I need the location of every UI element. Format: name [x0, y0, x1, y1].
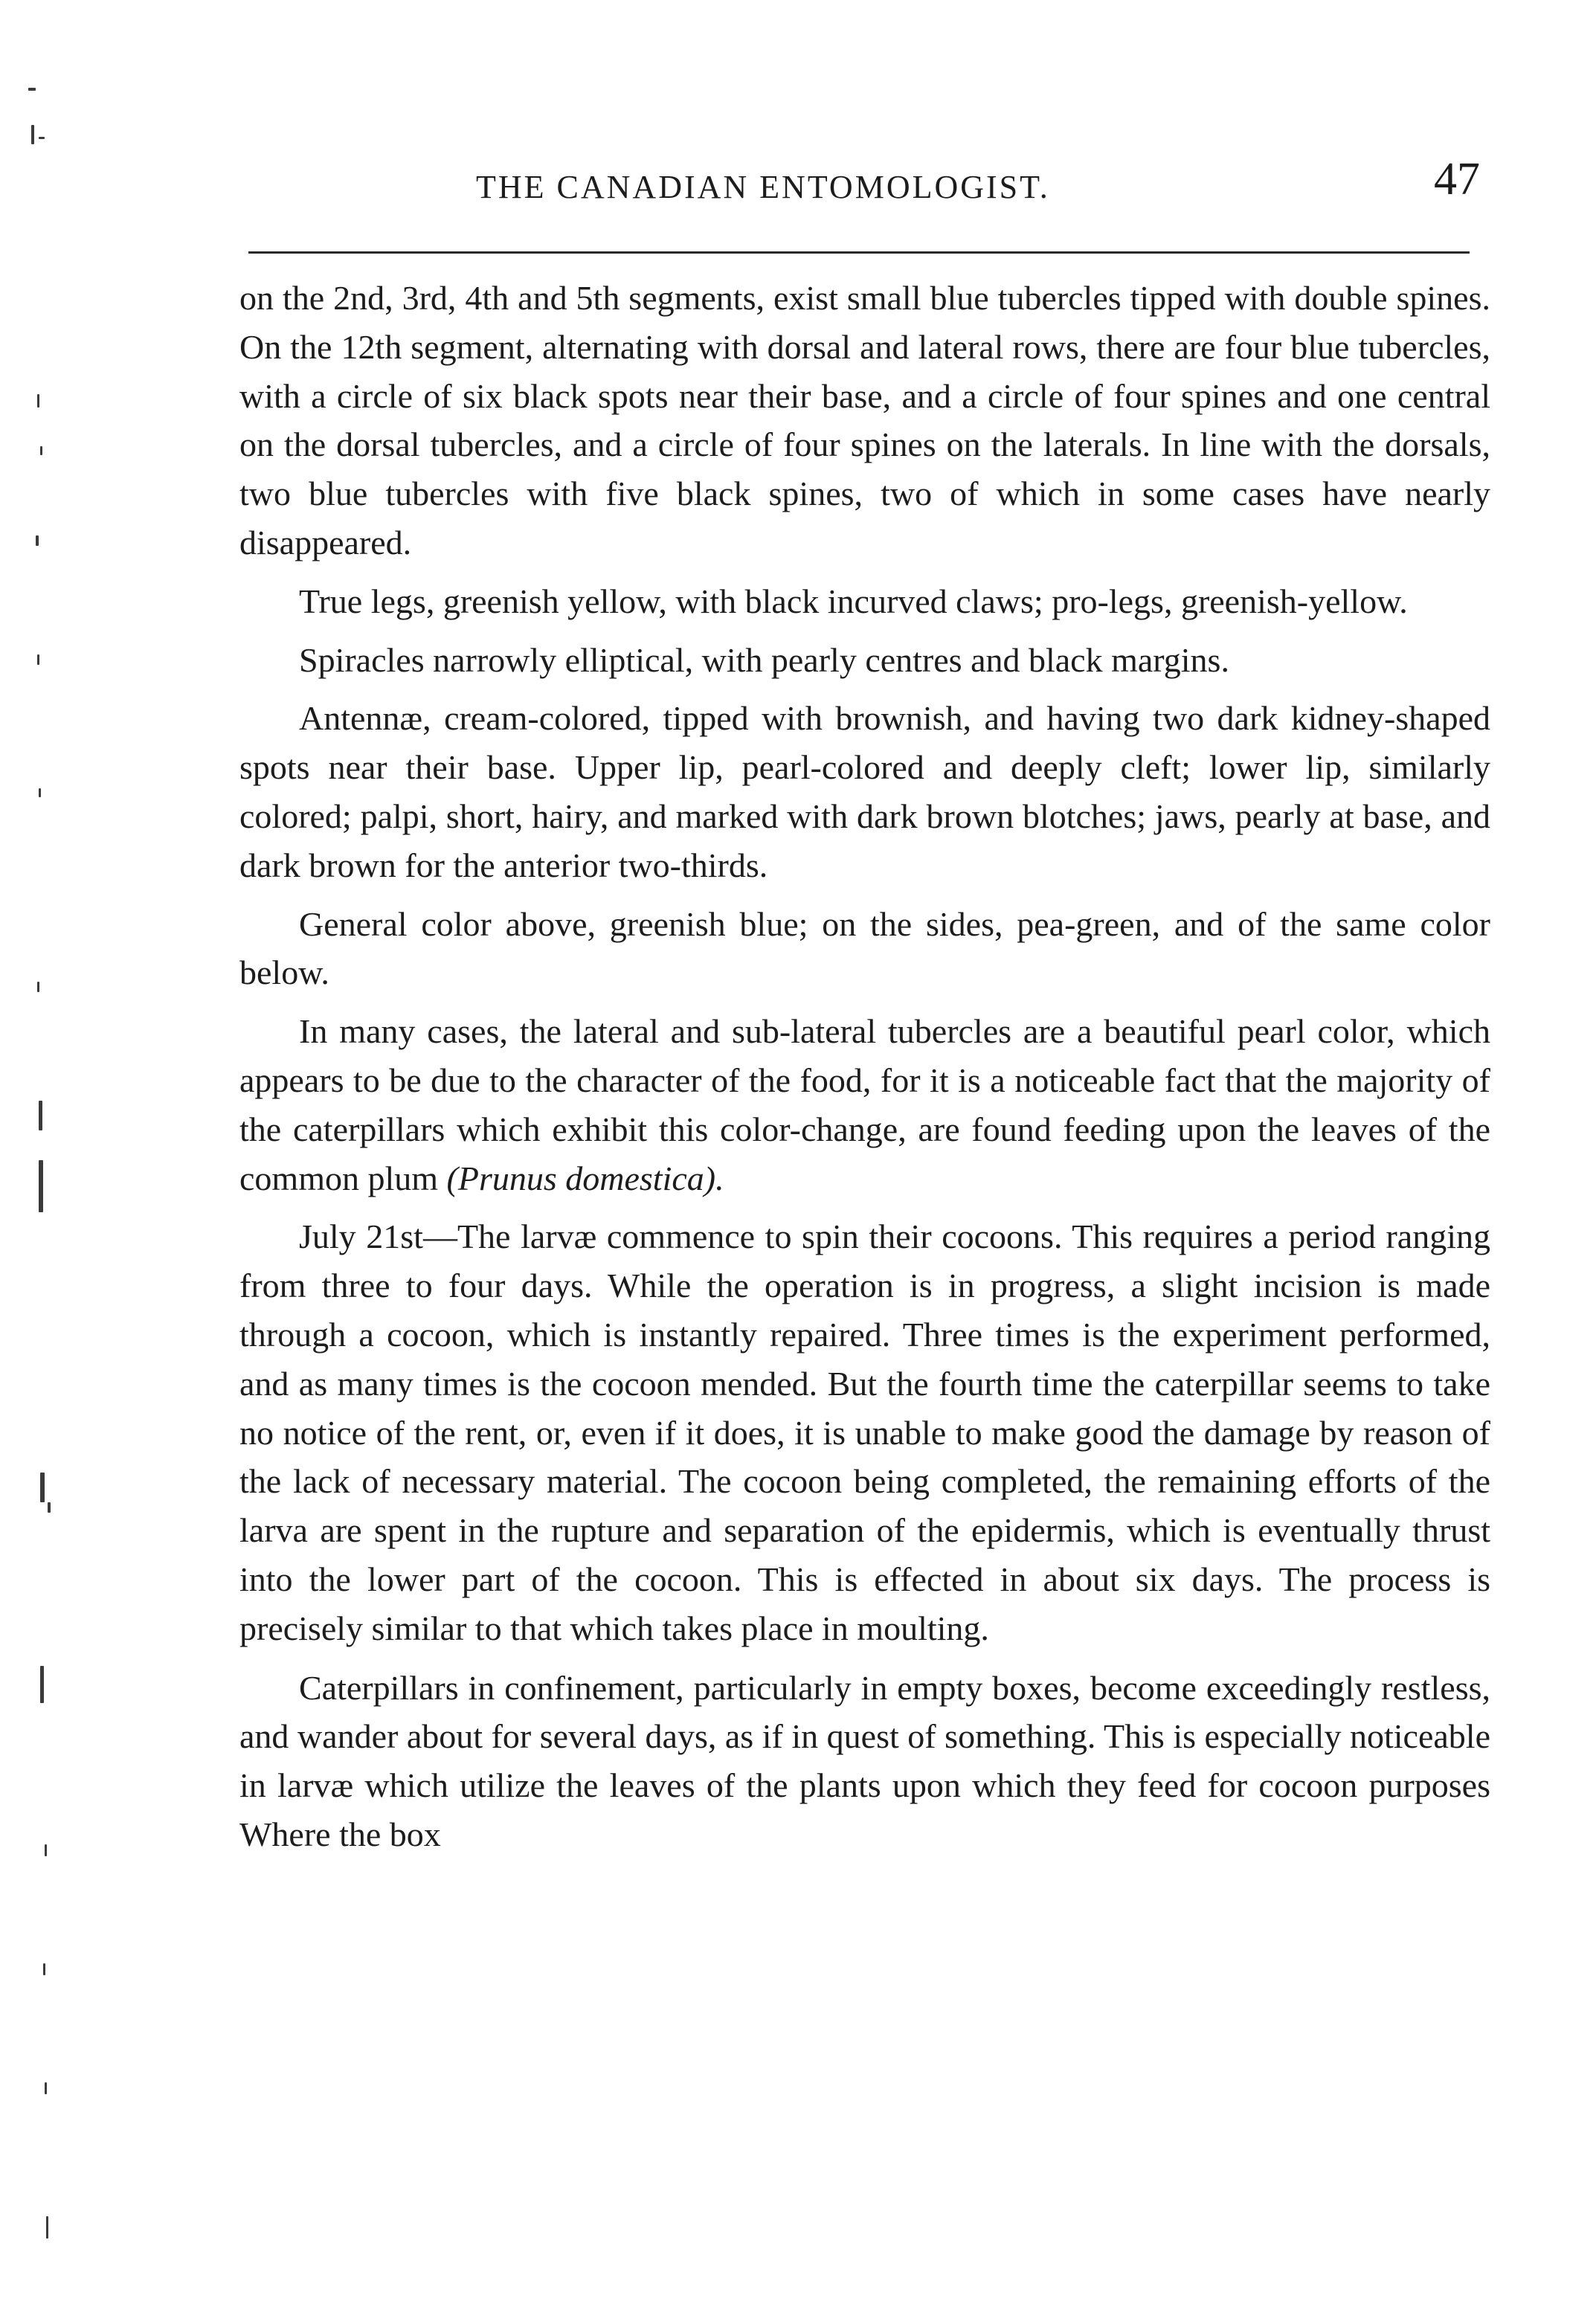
paragraph-spiracles: Spiracles narrowly elliptical, with pearly centres and black margins. [299, 640, 1229, 679]
running-head: THE CANADIAN ENTOMOLOGIST. [476, 169, 1050, 205]
paragraph-legs: True legs, greenish yellow, with black incurved claws; pro-legs, greenish-yellow. [299, 582, 1408, 620]
paragraph-cocoon-spinning: July 21st—The larvæ commence to spin their cocoons. This requires a period ranging from three to four days. While the operation is in progress, a slight incision is made through a cocoon, which is instantly repaired. Three times is the experiment performed, and as many times is the cocoon mended. But the fourth time the caterpillar seems to take no notice of the rent, or, even if it does, it is unable to make good the damage by reason of the lack of necessary material. The cocoon being completed, the remaining efforts of the larva are spent in the rupture and separation of the epidermis, which is eventually thrust into the lower part of the cocoon. This is effected in about six days. The process is precisely similar to that which takes place in moulting. [239, 1217, 1490, 1647]
page-number: 47 [1434, 154, 1480, 205]
page-header [238, 146, 1487, 235]
scan-margin-specks [22, 74, 74, 2291]
paragraph-confinement: Caterpillars in confinement, particularly in empty boxes, become exceedingly restless, and wander about for several days, as if in quest of something. This is especially noticeable in larvæ which utilize the leaves of the plants upon which they feed for cocoon purposes Where the box [239, 1668, 1490, 1853]
header-rule [248, 251, 1470, 254]
body-text [239, 274, 1490, 1869]
species-name: (Prunus domestica). [446, 1159, 724, 1197]
paragraph-antennae: Antennæ, cream-colored, tipped with brownish, and having two dark kidney-shaped spots near their base. Upper lip, pearl-colored and deeply cleft; lower lip, similarly colored; palpi, short, hairy, and marked with dark brown blotches; jaws, pearly at base, and dark brown for the anterior two-thirds. [239, 699, 1490, 884]
paragraph-segment-tubercles: on the 2nd, 3rd, 4th and 5th segments, exist small blue tubercles tipped with double spines. On the 12th segment, alternating with dorsal and lateral rows, there are four blue tubercles, with a circle of six black spots near their base, and a circle of four spines and one central on the dorsal tubercles, and a circle of four spines on the laterals. In line with the dorsals, two blue tubercles with five black spines, two of which in some cases have nearly disappeared. [239, 279, 1490, 561]
paragraph-general-color: General color above, greenish blue; on the sides, pea-green, and of the same color below. [239, 904, 1490, 992]
paragraph-pearl-color [239, 1007, 1490, 1203]
paragraph-pearl-color-text: In many cases, the lateral and sub-lateral tubercles are a beautiful pearl color, which appears to be due to the character of the food, for it is a noticeable fact that the majority of the caterpillars which exhibit this color-change, are found feeding upon the leaves of the common plum [239, 1012, 1490, 1197]
